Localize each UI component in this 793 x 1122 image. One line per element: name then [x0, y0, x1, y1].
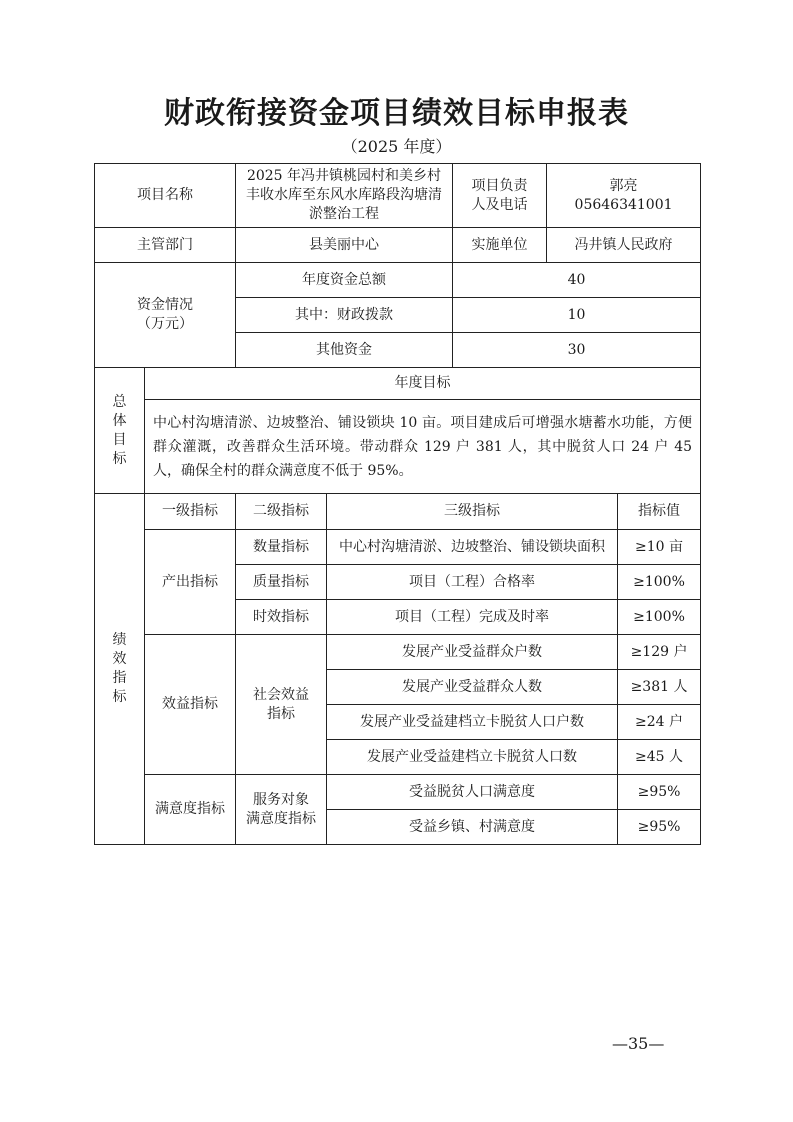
funds-fiscal-value: 10 — [453, 298, 701, 333]
implementer-label: 实施单位 — [453, 228, 547, 263]
funds-other-value: 30 — [453, 333, 701, 368]
social-benefit-label — [236, 635, 327, 775]
overall-target-text: 中心村沟塘清淤、边坡整治、铺设锁块 10 亩。项目建成后可增强水塘蓄水功能，方便群众灌溉，改善群众生活环境。带动群众 129 户 381 人，其中脱贫人口 24 户 45 人，确保全村的群众满意度不低于 95%。 — [145, 400, 701, 494]
funds-label-line1: 资金情况 — [137, 297, 193, 313]
level3-cell: 项目（工程）合格率 — [327, 565, 618, 600]
overall-label-char: 标 — [112, 450, 127, 467]
indicator-row — [95, 635, 701, 670]
service-satisfaction-label — [236, 775, 327, 845]
social-benefit-label-line2: 指标 — [267, 705, 295, 722]
funds-fiscal-label: 其中：财政拨款 — [236, 298, 453, 333]
project-leader-phone: 05646341001 — [574, 196, 673, 213]
project-name-label: 项目名称 — [95, 164, 236, 228]
funds-other-label: 其他资金 — [236, 333, 453, 368]
level3-cell: 发展产业受益群众户数 — [327, 635, 618, 670]
overall-target-label — [95, 368, 145, 494]
value-cell: ≥100% — [618, 565, 701, 600]
header-level1: 一级指标 — [145, 494, 236, 530]
project-name-value: 2025 年冯井镇桃园村和美乡村丰收水库至东风水库路段沟塘清淤整治工程 — [236, 164, 453, 228]
funds-row — [95, 263, 701, 298]
level3-cell: 发展产业受益群众人数 — [327, 670, 618, 705]
performance-header-row — [95, 494, 701, 530]
value-cell: ≥95% — [618, 775, 701, 810]
performance-label-char: 绩 — [112, 632, 127, 648]
indicator-row — [95, 775, 701, 810]
level2-cell: 质量指标 — [236, 565, 327, 600]
level3-cell: 项目（工程）完成及时率 — [327, 600, 618, 635]
overall-target-header: 年度目标 — [145, 368, 701, 400]
document-title: 财政衔接资金项目绩效目标申报表 — [164, 96, 629, 131]
service-satisfaction-label-line1: 服务对象 — [253, 791, 309, 808]
header-level2: 二级指标 — [236, 494, 327, 530]
level3-cell: 发展产业受益建档立卡脱贫人口数 — [327, 740, 618, 775]
header-level3: 三级指标 — [327, 494, 618, 530]
indicator-row — [95, 530, 701, 565]
header-value: 指标值 — [618, 494, 701, 530]
overall-target-header-row — [95, 368, 701, 400]
level3-cell: 受益乡镇、村满意度 — [327, 810, 618, 845]
performance-label-char: 标 — [112, 689, 127, 705]
funds-label — [95, 263, 236, 368]
satisfaction-indicator-label: 满意度指标 — [145, 775, 236, 845]
value-cell: ≥100% — [618, 600, 701, 635]
project-leader-label: 项目负责人及电话 — [453, 164, 547, 228]
value-cell: ≥129 户 — [618, 635, 701, 670]
level2-cell: 数量指标 — [236, 530, 327, 565]
document-subtitle: （2025 年度） — [341, 137, 452, 156]
project-leader-cell — [547, 164, 701, 228]
department-value: 县美丽中心 — [236, 228, 453, 263]
service-satisfaction-label-line2: 满意度指标 — [246, 810, 316, 827]
value-cell: ≥24 户 — [618, 705, 701, 740]
funds-total-value: 40 — [453, 263, 701, 298]
department-row — [95, 228, 701, 263]
department-label: 主管部门 — [95, 228, 236, 263]
project-row — [95, 164, 701, 228]
overall-label-char: 总 — [112, 393, 127, 410]
level3-cell: 发展产业受益建档立卡脱贫人口户数 — [327, 705, 618, 740]
performance-label-char: 指 — [112, 670, 127, 686]
funds-label-line2: （万元） — [137, 316, 193, 332]
benefit-indicator-label: 效益指标 — [145, 635, 236, 775]
overall-target-text-row — [95, 400, 701, 494]
value-cell: ≥95% — [618, 810, 701, 845]
value-cell: ≥10 亩 — [618, 530, 701, 565]
performance-table — [94, 163, 701, 845]
value-cell: ≥381 人 — [618, 670, 701, 705]
project-leader-name: 郭亮 — [609, 177, 638, 194]
performance-label-char: 效 — [112, 651, 127, 667]
level3-cell: 受益脱贫人口满意度 — [327, 775, 618, 810]
overall-label-char: 体 — [112, 412, 127, 429]
implementer-value: 冯井镇人民政府 — [547, 228, 701, 263]
value-cell: ≥45 人 — [618, 740, 701, 775]
level2-cell: 时效指标 — [236, 600, 327, 635]
level3-cell: 中心村沟塘清淤、边坡整治、铺设锁块面积 — [327, 530, 618, 565]
social-benefit-label-line1: 社会效益 — [253, 686, 309, 703]
overall-label-char: 目 — [112, 431, 127, 448]
performance-label — [95, 494, 145, 845]
output-indicator-label: 产出指标 — [145, 530, 236, 635]
page-number: —35— — [612, 1034, 665, 1053]
funds-total-label: 年度资金总额 — [236, 263, 453, 298]
